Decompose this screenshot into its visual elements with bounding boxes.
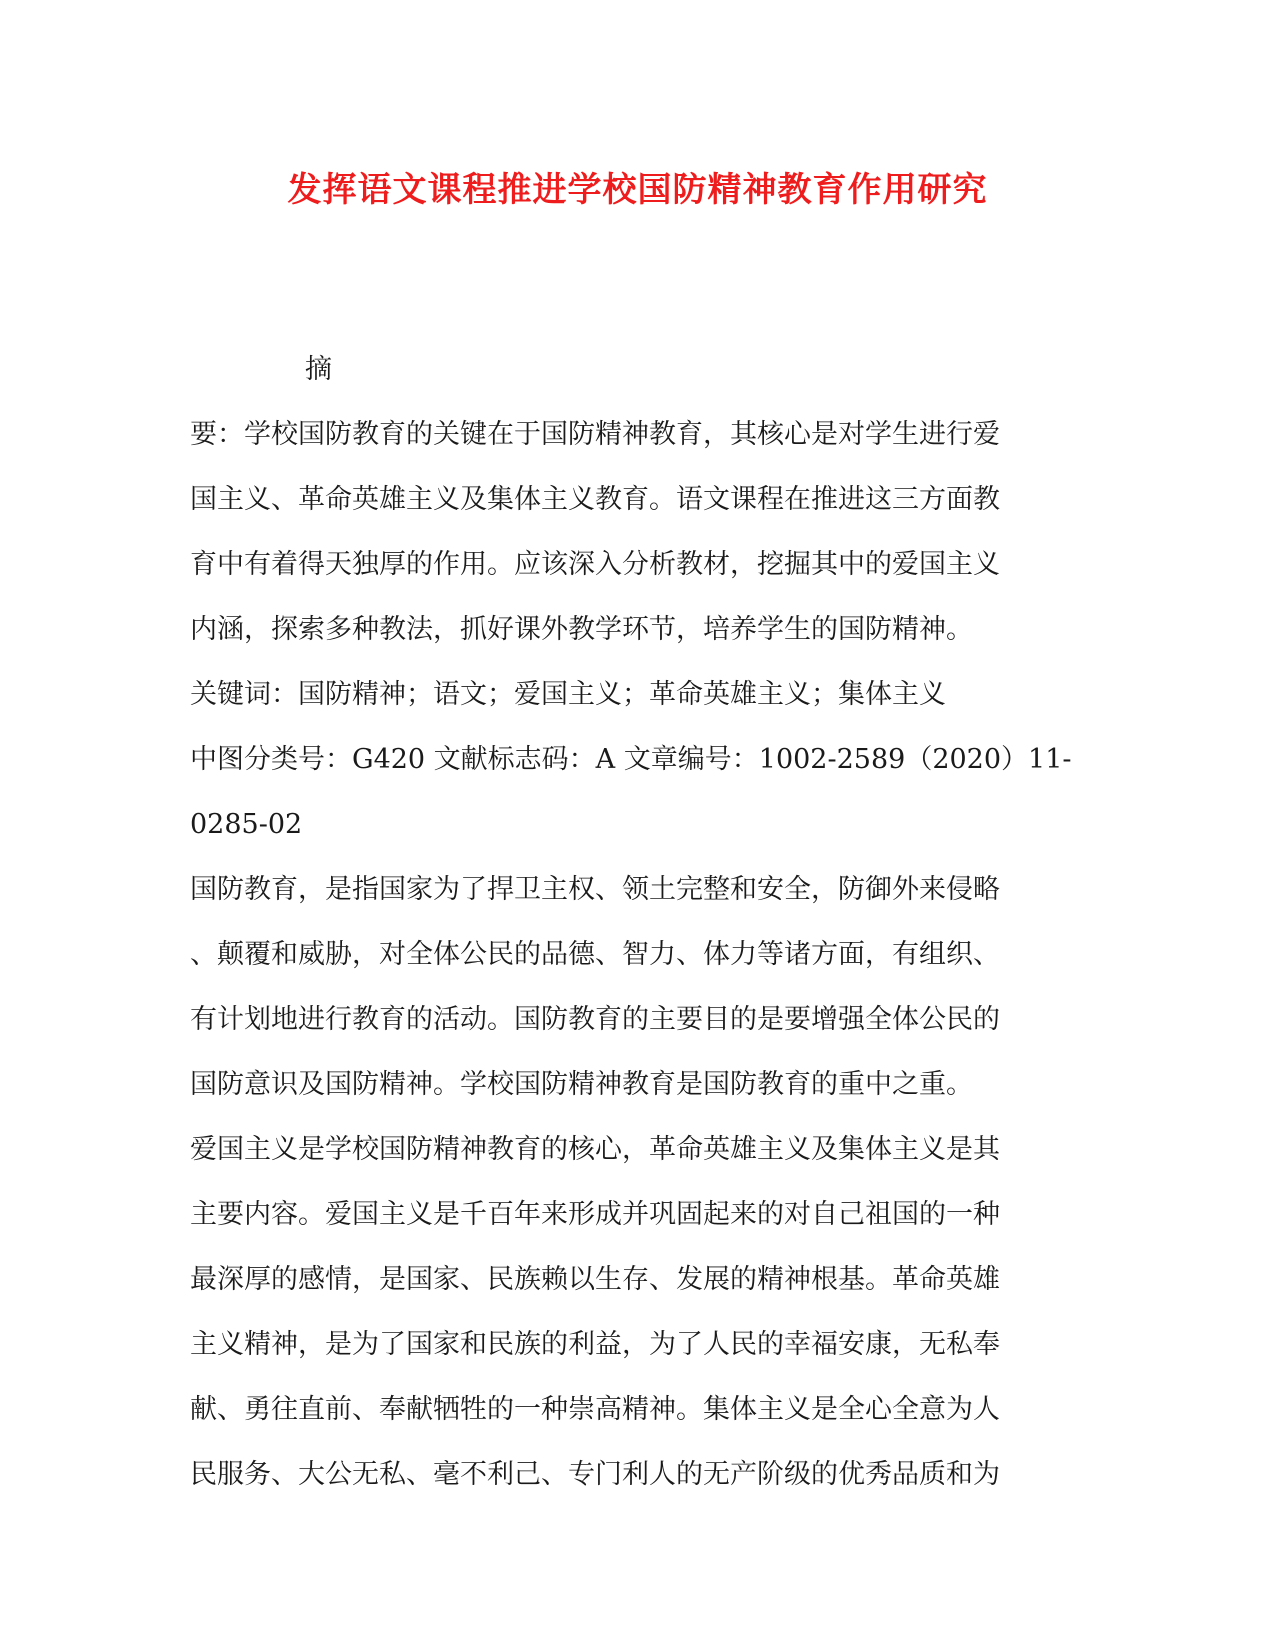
text-line: 内涵，探索多种教法，抓好课外教学环节，培养学生的国防精神。	[190, 614, 973, 645]
text-line: 育中有着得天独厚的作用。应该深入分析教材，挖掘其中的爱国主义	[190, 549, 1000, 580]
text-line: 爱国主义是学校国防精神教育的核心，革命英雄主义及集体主义是其	[190, 1134, 1000, 1165]
text-line: 献、勇往直前、奉献牺牲的一种崇高精神。集体主义是全心全意为人	[190, 1394, 1000, 1425]
classification-line: 中图分类号：G420 文献标志码：A 文章编号：1002-2589（2020）11-	[190, 744, 1072, 775]
text-line: 国主义、革命英雄主义及集体主义教育。语文课程在推进这三方面教	[190, 484, 1000, 515]
document-title: 发挥语文课程推进学校国防精神教育作用研究	[287, 170, 988, 210]
document-body	[190, 350, 1070, 1520]
keywords-line: 关键词：国防精神；语文；爱国主义；革命英雄主义；集体主义	[190, 679, 946, 710]
classification-line-cont: 0285-02	[190, 809, 303, 840]
text-line: 最深厚的感情，是国家、民族赖以生存、发展的精神根基。革命英雄	[190, 1264, 1000, 1295]
text-line: 要：学校国防教育的关键在于国防精神教育，其核心是对学生进行爱	[190, 419, 1000, 450]
text-line: 、颠覆和威胁，对全体公民的品德、智力、体力等诸方面，有组织、	[190, 939, 1000, 970]
text-line: 民服务、大公无私、毫不利己、专门利人的无产阶级的优秀品质和为	[190, 1459, 1000, 1490]
text-line: 国防教育，是指国家为了捍卫主权、领土完整和安全，防御外来侵略	[190, 874, 1000, 905]
text-line: 主义精神，是为了国家和民族的利益，为了人民的幸福安康，无私奉	[190, 1329, 1000, 1360]
text-line: 国防意识及国防精神。学校国防精神教育是国防教育的重中之重。	[190, 1069, 973, 1100]
text-line: 主要内容。爱国主义是千百年来形成并巩固起来的对自己祖国的一种	[190, 1199, 1000, 1230]
text-line: 摘	[305, 354, 332, 385]
text-line: 有计划地进行教育的活动。国防教育的主要目的是要增强全体公民的	[190, 1004, 1000, 1035]
